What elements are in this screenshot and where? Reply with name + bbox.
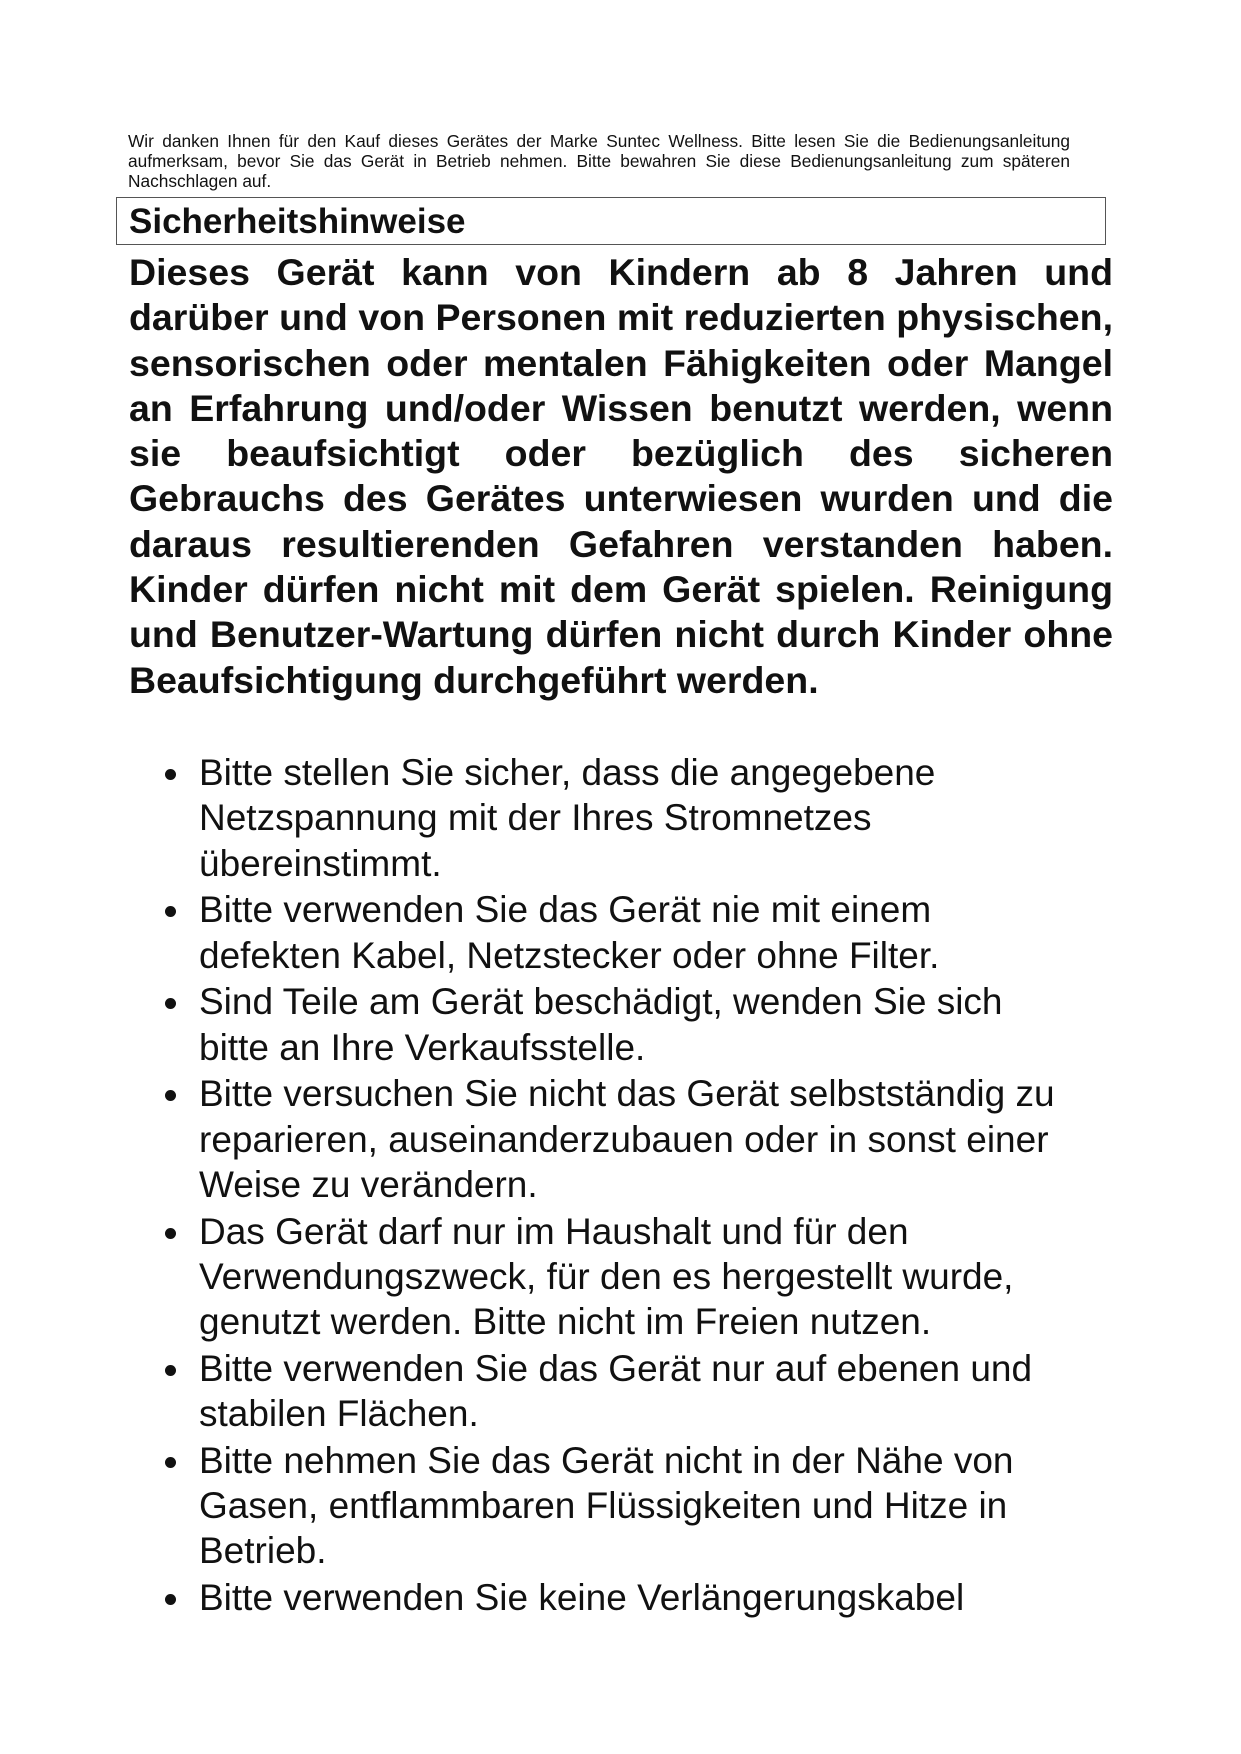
bullet-icon xyxy=(165,1365,176,1376)
intro-paragraph: Wir danken Ihnen für den Kauf dieses Gerätes der Marke Suntec Wellness. Bitte lesen Sie die Bedienungsanleitung aufmerksam, bevor Sie das Gerät in Betrieb nehmen. Bitte bewahren Sie diese Bedienungsanleitung zum späteren Nachschlagen auf. xyxy=(128,131,1070,191)
list-item-text: Bitte nehmen Sie das Gerät nicht in der Nähe von Gasen, entflammbaren Flüssigkeiten und Hitze in Betrieb. xyxy=(199,1439,1014,1572)
safety-warning: Dieses Gerät kann von Kindern ab 8 Jahren und darüber und von Personen mit reduzierten physischen, sensorischen oder mentalen Fähigkeiten oder Mangel an Erfahrung und/oder Wissen benutzt werden, wenn sie beaufsichtigt oder bezüglich des sicheren Gebrauchs des Gerätes unterwiesen wurden und die daraus resultierenden Gefahren verstanden haben. Kinder dürfen nicht mit dem Gerät spielen. Reinigung und Benutzer-Wartung dürfen nicht durch Kinder ohne Beaufsichtigung durchgeführt werden. xyxy=(129,251,1113,701)
list-item xyxy=(0,1209,1079,1345)
list-item-text: Bitte stellen Sie sicher, dass die angegebene Netzspannung mit der Ihres Stromnetzes übereinstimmt. xyxy=(199,752,936,884)
list-item xyxy=(0,887,1079,978)
section-title: Sicherheitshinweise xyxy=(129,202,466,241)
list-item xyxy=(0,1438,1079,1574)
bullet-icon xyxy=(165,1594,176,1605)
bullet-icon xyxy=(165,998,176,1009)
bullet-icon xyxy=(165,1457,176,1468)
bullet-icon xyxy=(165,1228,176,1239)
list-item-text: Sind Teile am Gerät beschädigt, wenden Sie sich bitte an Ihre Verkaufsstelle. xyxy=(199,981,1003,1068)
list-item-text: Das Gerät darf nur im Haushalt und für den Verwendungszweck, für den es hergestellt wurde, genutzt werden. Bitte nicht im Freien nutzen. xyxy=(199,1210,1014,1343)
bullet-icon xyxy=(165,1090,176,1101)
bullet-icon xyxy=(165,906,176,917)
list-item xyxy=(0,1071,1079,1207)
bullet-icon xyxy=(165,769,176,780)
list-item xyxy=(0,1346,1079,1437)
list-item-text: Bitte versuchen Sie nicht das Gerät selbstständig zu reparieren, auseinanderzubauen oder in sonst einer Weise zu verändern. xyxy=(199,1073,1055,1205)
list-item xyxy=(0,750,1079,886)
list-item-text: Bitte verwenden Sie keine Verlängerungskabel xyxy=(199,1577,965,1619)
section-heading-box xyxy=(116,197,1106,245)
list-item-text: Bitte verwenden Sie das Gerät nie mit einem defekten Kabel, Netzstecker oder ohne Filter. xyxy=(199,889,940,976)
list-item-text: Bitte verwenden Sie das Gerät nur auf ebenen und stabilen Flächen. xyxy=(199,1347,1033,1435)
list-item xyxy=(0,1575,1079,1620)
safety-instructions-list xyxy=(0,750,1241,1622)
list-item xyxy=(0,979,1079,1070)
